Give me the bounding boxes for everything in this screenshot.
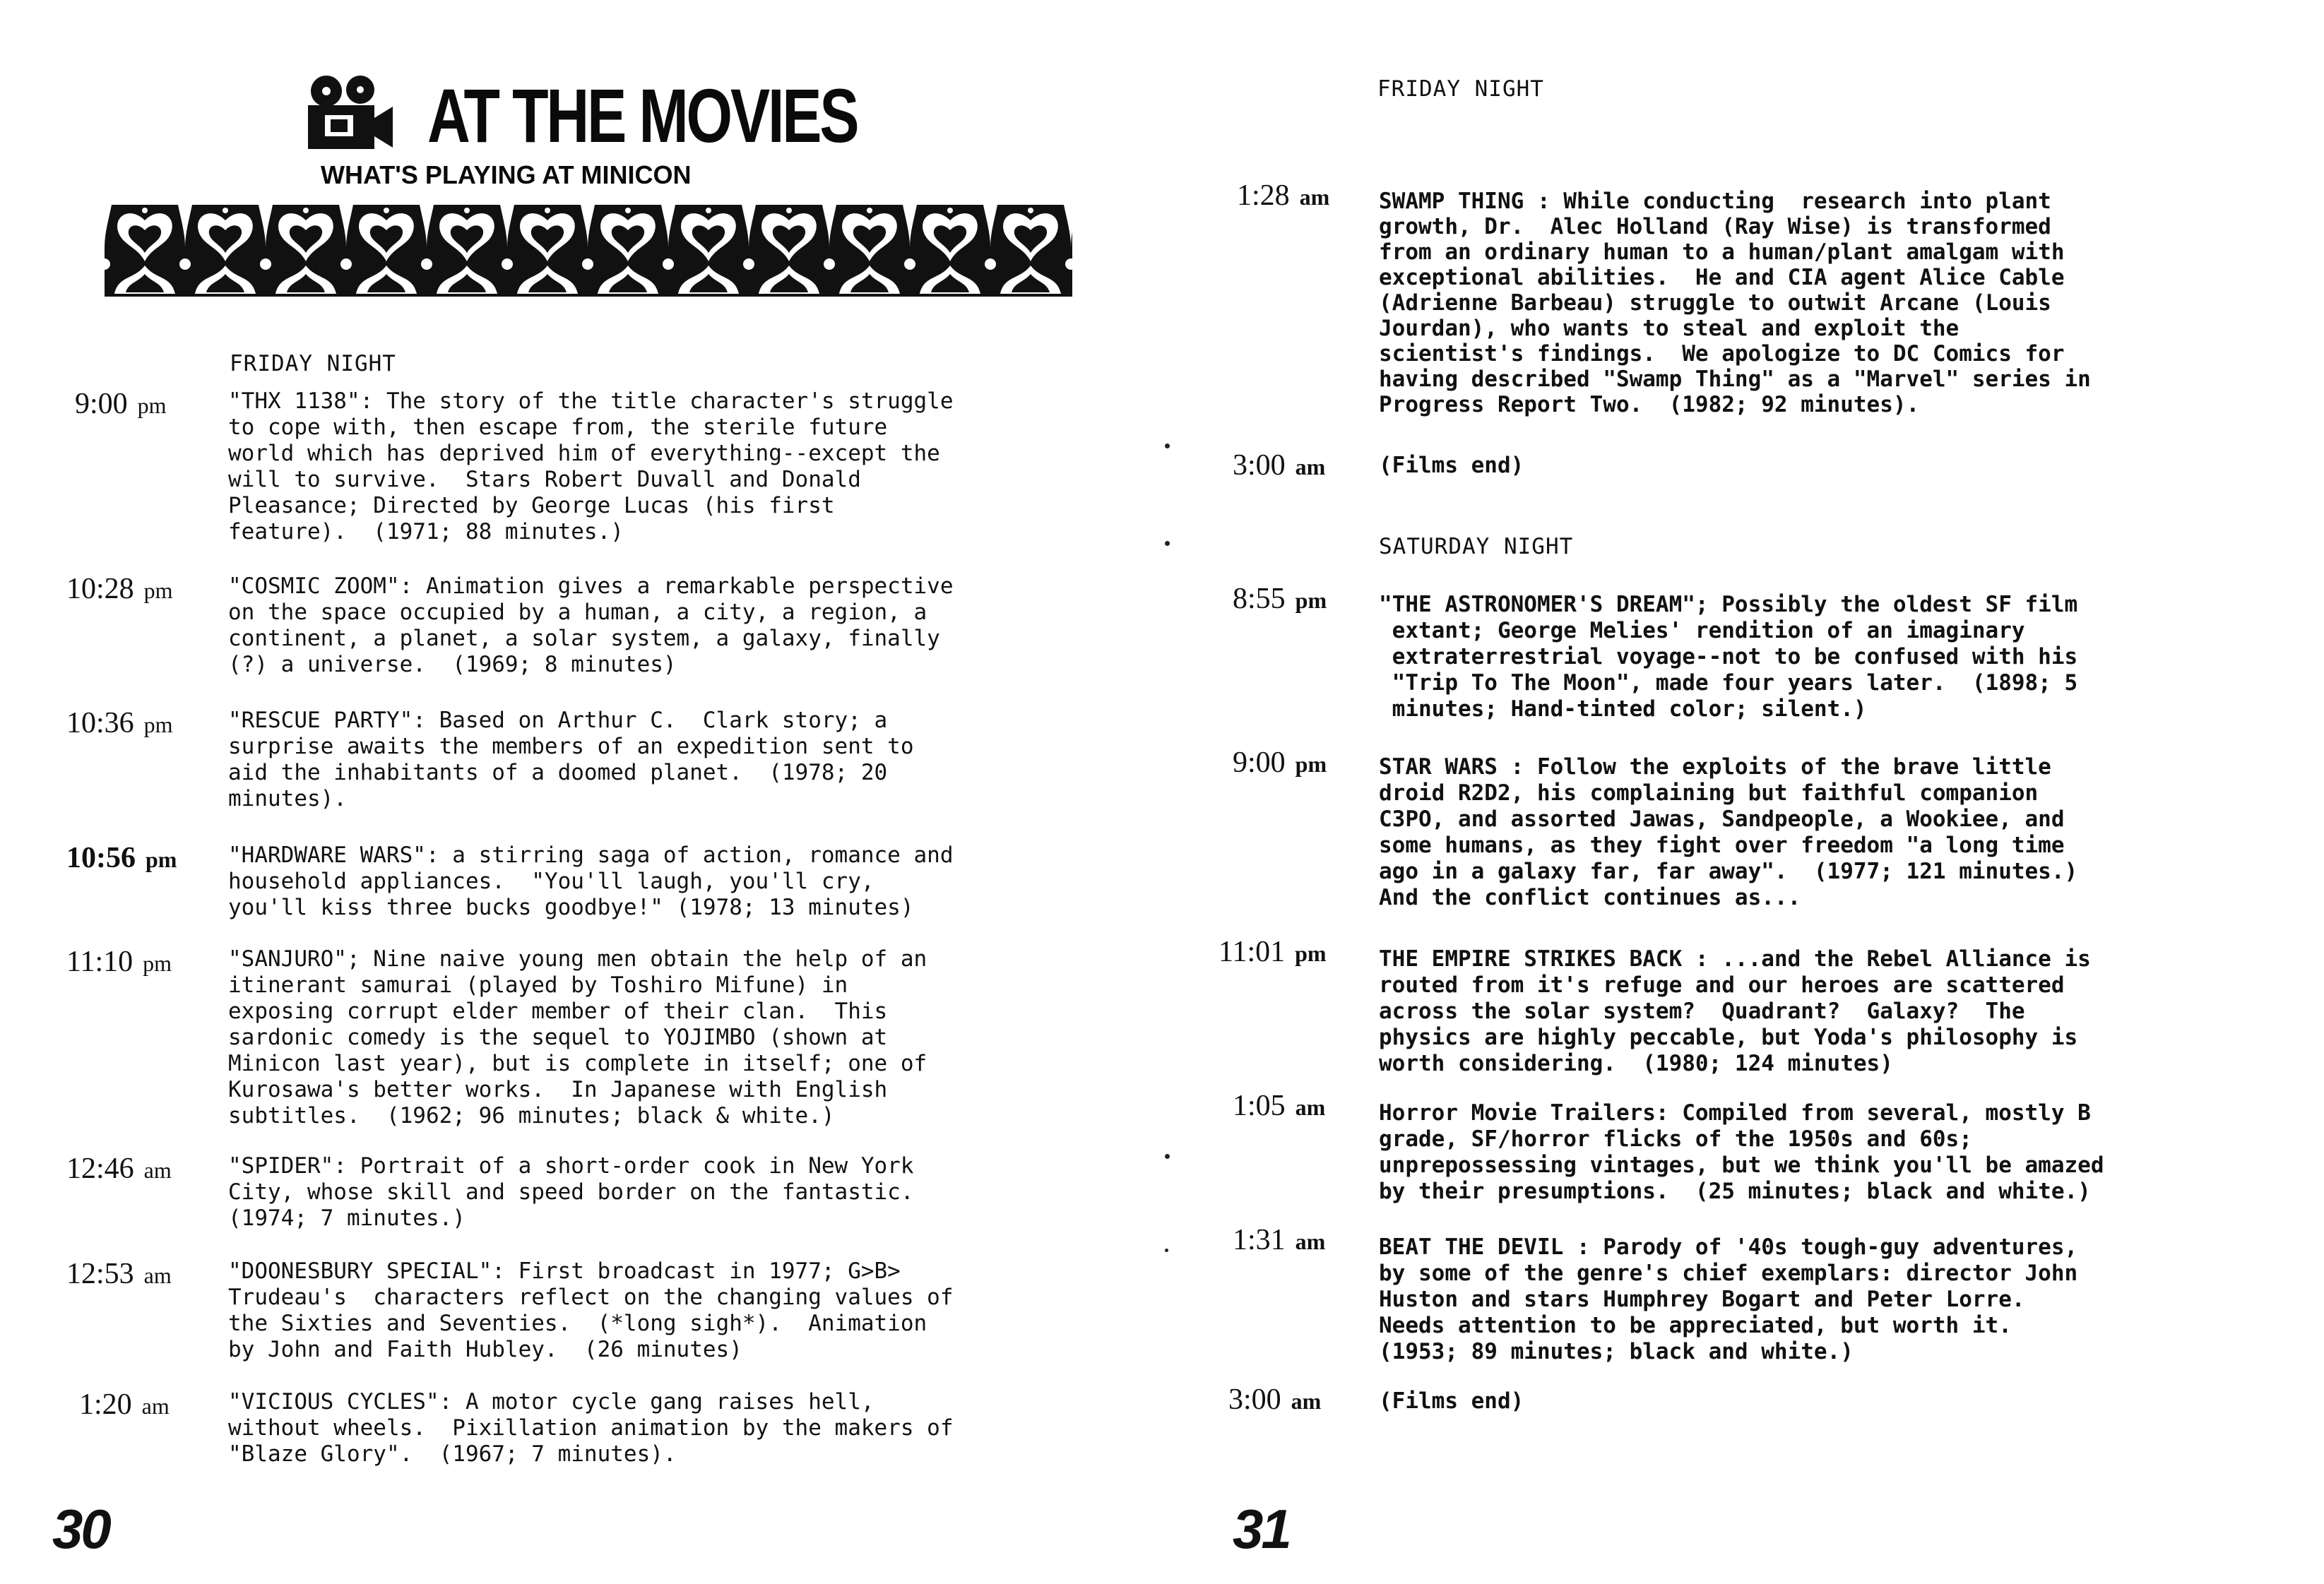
entry-time: 1:28 am [1237,179,1330,212]
entry-description: STAR WARS : Follow the exploits of the brave little droid R2D2, his complaining but faithful companion C3PO, and assorted Jawas, Sandpeople, a Wookiee, and some humans, as they fight over freedom "a long time ago in a galaxy far, far away". (1977; 121 minutes.) And the conflict continues as... [1379,754,2078,910]
margin-speck [1165,1249,1168,1252]
entry-description: "RESCUE PARTY": Based on Arthur C. Clark story; a surprise awaits the members of an expedition sent to aid the inhabitants of a doomed planet. (1978; 20 minutes). [228,708,914,811]
entry-description: THE EMPIRE STRIKES BACK : ...and the Rebel Alliance is routed from it's refuge and our heroes are scattered across the solar system? Quadrant? Galaxy? The physics are highly peccable, but Yoda's philosophy is worth considering. (1980; 124 minutes) [1379,946,2091,1076]
entry-description: (Films end) [1379,453,1524,478]
right-page [1162,0,2324,1584]
entry-description: (Films end) [1379,1388,1524,1414]
entry-description: "THX 1138": The story of the title character's struggle to cope with, then escape from, the sterile future world which has deprived him of everything--except the will to survive. Stars Robert Duvall and Donald Pleasance; Directed by George Lucas (his first feature). (1971; 88 minutes.) [228,388,954,544]
entry-time: 1:20 am [79,1388,170,1421]
movie-projector-icon [304,74,396,152]
page-number: 30 [52,1498,109,1560]
section-heading-saturday: SATURDAY NIGHT [1379,534,1574,559]
entry-description: SWAMP THING : While conducting research into plant growth, Dr. Alec Holland (Ray Wise) is transformed from an ordinary human to a human/plant amalgam with exceptional abilities. He and CIA agent Alice Cable (Adrienne Barbeau) struggle to outwit Arcane (Louis Jourdan), who wants to steal and exploit the scientist's findings. We apologize to DC Comics for having described "Swamp Thing" as a "Marvel" series in Progress Report Two. (1982; 92 minutes). [1379,189,2091,417]
margin-speck [1165,1154,1170,1159]
entry-description: "THE ASTRONOMER'S DREAM"; Possibly the oldest SF film extant; George Melies' rendition of an imaginary extraterrestrial voyage--not to be confused with his "Trip To The Moon", made four years later. (1898; 5 minutes; Hand-tinted color; silent.) [1379,592,2078,722]
entry-time: 3:00 am [1228,1383,1322,1416]
entry-time: 9:00 pm [1233,746,1327,779]
entry-description: "DOONESBURY SPECIAL": First broadcast in 1977; G>B> Trudeau's characters reflect on the changing values of the Sixties and Seventies. (*long sigh*). Animation by John and Faith Hubley. (26 minutes) [228,1258,954,1362]
section-heading-friday: FRIDAY NIGHT [1377,76,1544,102]
decorative-border [105,205,1072,297]
entry-time: 1:31 am [1233,1224,1326,1256]
entry-time: 10:56 pm [66,842,177,874]
entry-description: "VICIOUS CYCLES": A motor cycle gang raises hell, without wheels. Pixillation animation by the makers of "Blaze Glory". (1967; 7 minutes). [228,1389,954,1467]
entry-description: "COSMIC ZOOM": Animation gives a remarkable perspective on the space occupied by a human, a city, a region, a continent, a planet, a solar system, a galaxy, finally (?) a universe. (1969; 8 minutes) [228,573,954,677]
entry-time: 8:55 pm [1233,583,1327,615]
entry-time: 1:05 am [1233,1090,1326,1122]
entry-time: 11:01 pm [1219,936,1327,968]
margin-speck [1165,541,1170,546]
entry-time: 12:46 am [66,1153,172,1185]
margin-speck [1165,443,1170,448]
entry-time: 12:53 am [66,1258,172,1290]
entry-description: "SANJURO"; Nine naive young men obtain the help of an itinerant samurai (played by Toshiro Mifune) in exposing corrupt elder member of their clan. This sardonic comedy is the sequel to YOJIMBO (shown at Minicon last year), but is complete in itself; one of Kurosawa's better works. In Japanese with English subtitles. (1962; 96 minutes; black & white.) [228,946,927,1129]
page-subtitle: WHAT'S PLAYING AT MINICON [321,160,692,189]
entry-time: 10:28 pm [66,573,173,605]
entry-time: 10:36 pm [66,707,173,739]
page-number: 31 [1233,1498,1290,1560]
page-title: AT THE MOVIES [427,73,858,158]
entry-time: 3:00 am [1233,449,1326,482]
masthead [304,74,869,194]
entry-description: "HARDWARE WARS": a stirring saga of action, romance and household appliances. "You'll laugh, you'll cry, you'll kiss three bucks goodbye!" (1978; 13 minutes) [228,842,954,920]
entry-time: 11:10 pm [66,946,172,978]
section-heading-friday: FRIDAY NIGHT [230,351,396,376]
entry-description: BEAT THE DEVIL : Parody of '40s tough-guy adventures, by some of the genre's chief exemplars: director John Huston and stars Humphrey Bogart and Peter Lorre. Needs attention to be appreciated, but worth it. (1953; 89 minutes; black and white.) [1379,1234,2078,1364]
entry-time: 9:00 pm [75,388,167,420]
entry-description: Horror Movie Trailers: Compiled from several, mostly B grade, SF/horror flicks of the 1950s and 60s; unprepossessing vintages, but we think you'll be amazed by their presumptions. (25 minutes; black and white.) [1379,1100,2104,1204]
entry-description: "SPIDER": Portrait of a short-order cook in New York City, whose skill and speed border on the fantastic. (1974; 7 minutes.) [228,1153,914,1231]
